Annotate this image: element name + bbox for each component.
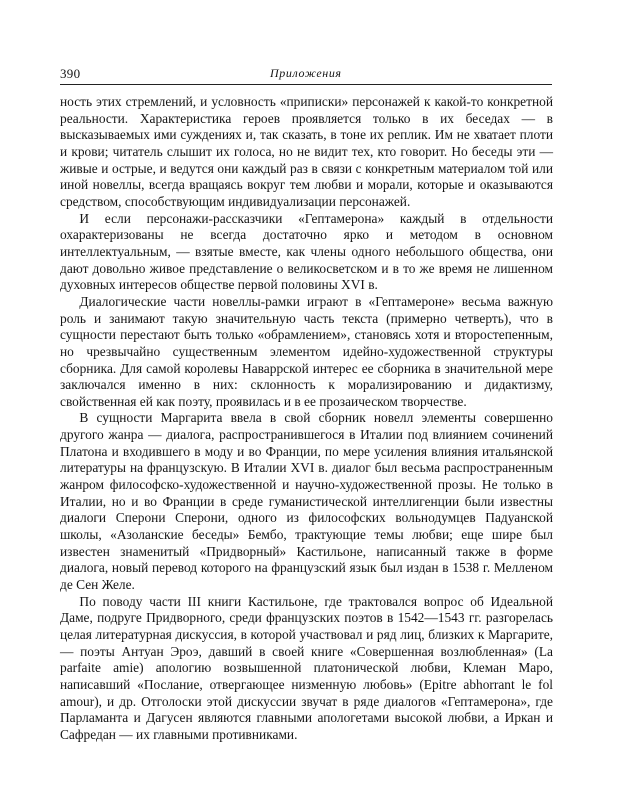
paragraph: Диалогические части новеллы-рамки играют в «Гептамероне» весьма важную роль и занимают такую значительную часть текста (примерно четверть), что в сущности перестают быть только «обрамлением», становясь хотя и второстепенным, но чрезвычайно существенным элементом идейно-художественной структуры сборника. Для самой королевы Наваррской интерес ее сборника в значительной мере заключался именно в них: склонность к морализированию и дидактизму, свойственная ей как поэту, проявилась и в ее прозаическом творчестве. bbox=[60, 293, 553, 409]
paragraph: В сущности Маргарита ввела в свой сборник новелл элементы совершенно другого жанра — диалога, распространившегося в Италии под влиянием сочинений Платона и входившего в моду и во Франции, по мере усиления влияния итальянской литературы на французскую. В Италии XVI в. диалог был весьма распространенным жанром философско-художественной и научно-художественной прозы. Не только в Италии, но и во Франции в среде гуманистической интеллигенции были известны диалоги Сперони Сперони, одного из философских вольнодумцев Падуанской школы, «Азоланские беседы» Бембо, трактующие темы любви; еще шире был известен знаменитый «Придворный» Кастильоне, написанный также в форме диалога, новый перевод которого на французский язык был издан в 1538 г. Мелленом де Сен Желе. bbox=[60, 410, 553, 593]
running-title: Приложения bbox=[270, 66, 342, 80]
paragraph: И если персонажи-рассказчики «Гептамерона» каждый в отдельности охарактеризованы не всегда достаточно ярко и методом в основном интеллектуальным, — взятые вместе, как члены одного небольшого общества, они дают довольно живое представление о великосветском и в то же время не лишенном духовных интересов обществе первой половины XVI в. bbox=[60, 210, 553, 293]
header-rule bbox=[60, 84, 552, 85]
paragraph: По поводу части III книги Кастильоне, где трактовался вопрос об Идеальной Даме, подруге Придворного, среди французских поэтов в 1542—1543 гг. разгорелась целая литературная дискуссия, в которой участвовал и ряд лиц, близких к Маргарите, — поэты Антуан Эроэ, давший в своей книге «Совершенная возлюбленная» (La parfaite amie) апологию возвышенной платонической любви, Клеман Маро, написавший «Послание, отвергающее низменную любовь» (Epitre abhorrant le fol amour), и др. Отголоски этой дискуссии звучат в ряде диалогов «Гептамерона», где Парламанта и Дагусен являются главными апологетами высокой любви, а Иркан и Сафредан — их главными противниками. bbox=[60, 593, 553, 742]
page-number: 390 bbox=[60, 66, 81, 81]
body-text bbox=[60, 94, 553, 744]
paragraph: ность этих стремлений, и условность «приписки» персонажей к какой-то конкретной реальности. Характеристика героев проявляется только в их беседах — в высказываемых ими суждениях и, так сказать, в тоне их реплик. Им не хватает плоти и крови; читатель слышит их голоса, но не видит тех, кто говорит. Но беседы эти — живые и острые, и ведутся они каждый раз в связи с конкретным материалом той или иной новеллы, всегда вращаясь вокруг тем любви и морали, которые и оказываются средством, способствующим индивидуализации персонажей. bbox=[60, 94, 553, 209]
